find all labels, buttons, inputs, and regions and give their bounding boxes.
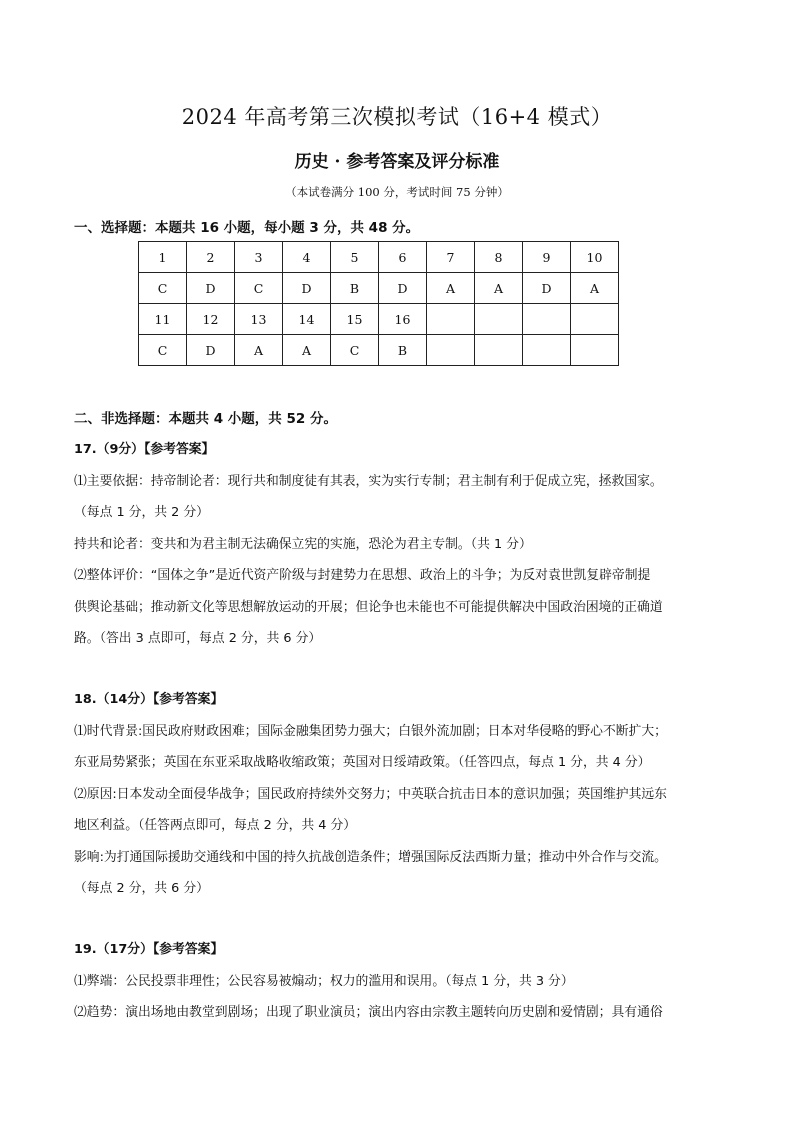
question-number-cell: 8	[475, 242, 523, 273]
q19-line: ⑴弊端：公民投票非理性；公民容易被煽动；权力的滥用和误用。（每点 1 分，共 3 分）	[74, 974, 574, 989]
answer-table-row	[139, 304, 619, 335]
question-number-cell: 1	[139, 242, 187, 273]
question-number-cell: 16	[379, 304, 427, 335]
answer-cell: A	[427, 273, 475, 304]
answer-cell: B	[331, 273, 379, 304]
q17-line: （每点 1 分，共 2 分）	[74, 505, 209, 520]
question-number-cell: 12	[187, 304, 235, 335]
q18-heading: 18.（14分）【参考答案】	[74, 692, 224, 707]
question-number-cell: 9	[523, 242, 571, 273]
q18-line: 影响:为打通国际援助交通线和中国的持久抗战创造条件；增强国际反法西斯力量；推动中外合作与交流。	[74, 850, 667, 865]
answer-cell: D	[379, 273, 427, 304]
answer-cell: D	[523, 273, 571, 304]
answer-cell	[523, 335, 571, 366]
question-number-cell	[571, 304, 619, 335]
answer-cell: D	[187, 273, 235, 304]
q17-line: ⑴主要依据：持帝制论者：现行共和制度徒有其表，实为实行专制；君主制有利于促成立宪，拯救国家。	[74, 474, 663, 489]
answer-cell: C	[139, 273, 187, 304]
q18-line: 东亚局势紧张；英国在东亚采取战略收缩政策；英国对日绥靖政策。（任答四点，每点 1 分，共 4 分）	[74, 755, 651, 770]
answer-cell: B	[379, 335, 427, 366]
answer-cell: D	[187, 335, 235, 366]
q17-line: 持共和论者：变共和为君主制无法确保立宪的实施，恐沦为君主专制。（共 1 分）	[74, 537, 532, 552]
question-number-cell	[427, 304, 475, 335]
answer-cell: A	[475, 273, 523, 304]
q17-line: 供舆论基础；推动新文化等思想解放运动的开展；但论争也未能也不可能提供解决中国政治困境的正确道	[74, 600, 663, 615]
answer-cell	[571, 335, 619, 366]
q18-line: （每点 2 分，共 6 分）	[74, 881, 209, 896]
page-subtitle: 历史 · 参考答案及评分标准	[294, 152, 500, 172]
question-number-cell: 5	[331, 242, 379, 273]
answer-cell: C	[331, 335, 379, 366]
answer-cell: C	[235, 273, 283, 304]
q17-heading: 17.（9分）【参考答案】	[74, 442, 215, 457]
q19-heading: 19.（17分）【参考答案】	[74, 942, 224, 957]
question-number-cell: 15	[331, 304, 379, 335]
answer-cell: A	[235, 335, 283, 366]
answer-table-row	[139, 335, 619, 366]
question-number-cell: 3	[235, 242, 283, 273]
question-number-cell	[523, 304, 571, 335]
answer-cell	[475, 335, 523, 366]
question-number-cell: 2	[187, 242, 235, 273]
answer-table-row	[139, 273, 619, 304]
answer-cell: A	[571, 273, 619, 304]
answer-cell: C	[139, 335, 187, 366]
q19-line: ⑵趋势：演出场地由教堂到剧场；出现了职业演员；演出内容由宗教主题转向历史剧和爱情剧；具有通俗	[74, 1005, 663, 1020]
q17-line: 路。（答出 3 点即可，每点 2 分，共 6 分）	[74, 631, 322, 646]
question-number-cell: 7	[427, 242, 475, 273]
question-number-cell: 4	[283, 242, 331, 273]
question-number-cell: 10	[571, 242, 619, 273]
question-number-cell: 13	[235, 304, 283, 335]
question-number-cell: 14	[283, 304, 331, 335]
section-nonchoice-heading: 二、非选择题：本题共 4 小题，共 52 分。	[74, 411, 337, 427]
exam-note: （本试卷满分 100 分，考试时间 75 分钟）	[285, 185, 509, 199]
q18-line: ⑵原因:日本发动全面侵华战争；国民政府持续外交努力；中英联合抗击日本的意识加强；英国维护其远东	[74, 787, 667, 802]
page-title: 2024 年高考第三次模拟考试（16+4 模式）	[181, 105, 613, 129]
section-choice-heading: 一、选择题：本题共 16 小题，每小题 3 分，共 48 分。	[74, 220, 420, 236]
question-number-cell: 6	[379, 242, 427, 273]
question-number-cell	[475, 304, 523, 335]
answer-cell: D	[283, 273, 331, 304]
q18-line: ⑴时代背景:国民政府财政困难；国际金融集团势力强大；白银外流加剧；日本对华侵略的野心不断扩大；	[74, 724, 667, 739]
question-number-cell: 11	[139, 304, 187, 335]
q18-line: 地区利益。（任答两点即可，每点 2 分，共 4 分）	[74, 818, 357, 833]
answer-table	[138, 241, 619, 366]
answer-cell	[427, 335, 475, 366]
q17-line: ⑵整体评价：“国体之争”是近代资产阶级与封建势力在思想、政治上的斗争；为反对袁世凯复辟帝制提	[74, 568, 651, 583]
answer-table-row	[139, 242, 619, 273]
answer-cell: A	[283, 335, 331, 366]
